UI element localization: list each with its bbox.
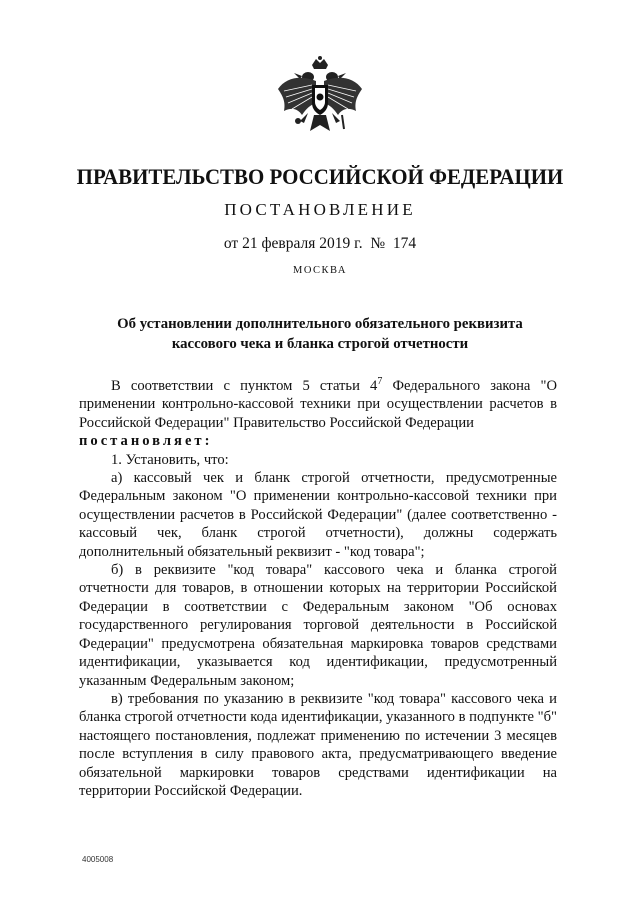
document-type: ПОСТАНОВЛЕНИЕ bbox=[224, 200, 416, 219]
item-v-paragraph: в) требования по указанию в реквизите "код товара" кассового чека и бланка строгой отчетности кода идентификации, указанного в подпункте "б" настоящего постановления, подлежат применению по истечении 3 месяцев после вступления в силу правового акта, предусматривающего введение обязательной маркировки товаров средствами идентификации на территории Российской Федерации. bbox=[79, 690, 557, 799]
heading-line-1: Об установлении дополнительного обязательного реквизита bbox=[117, 316, 523, 332]
state-emblem-icon bbox=[272, 55, 368, 141]
heading-line-2: кассового чека и бланка строгой отчетности bbox=[171, 336, 469, 352]
document-date-number: от 21 февраля 2019 г. № 174 bbox=[223, 235, 417, 252]
document-city: МОСКВА bbox=[293, 265, 347, 276]
government-title: ПРАВИТЕЛЬСТВО РОССИЙСКОЙ ФЕДЕРАЦИИ bbox=[76, 164, 564, 189]
intro-paragraph bbox=[79, 377, 557, 432]
item-b-paragraph: б) в реквизите "код товара" кассового чека и бланка строгой отчетности для товаров, в отношении которых на территории Российской Федерации в соответствии с Федеральным законом "Об основах государственного регулирования торговой деятельности в Российской Федерации" предусмотрена обязательная маркировка товаров средствами идентификации, указывается код идентификации, предусмотренный указанным Федеральным законом; bbox=[79, 562, 557, 689]
intro-text-end: Федерального закона "О применении контрольно-кассовой техники при осуществлении расчетов в Российской Федерации" Правительство Российской Федерации bbox=[79, 378, 557, 431]
intro-text-start: В соответствии с пунктом 5 статьи 4 bbox=[111, 378, 378, 394]
document-body bbox=[79, 377, 557, 800]
item-1-paragraph: 1. Установить, что: bbox=[111, 451, 229, 468]
document-heading bbox=[60, 314, 580, 354]
document-code: 4005008 bbox=[82, 855, 114, 864]
decree-paragraph bbox=[79, 432, 557, 450]
decree-word: постановляет: bbox=[79, 433, 213, 450]
article-superscript: 7 bbox=[377, 376, 383, 388]
item-a-paragraph: а) кассовый чек и бланк строгой отчетности, предусмотренные Федеральным законом "О применении контрольно-кассовой техники при осуществлении расчетов в Российской Федерации" (далее соответственно - кассовый чек, бланк строгой отчетности), должны содержать дополнительный обязательный реквизит - "код товара"; bbox=[79, 470, 557, 560]
